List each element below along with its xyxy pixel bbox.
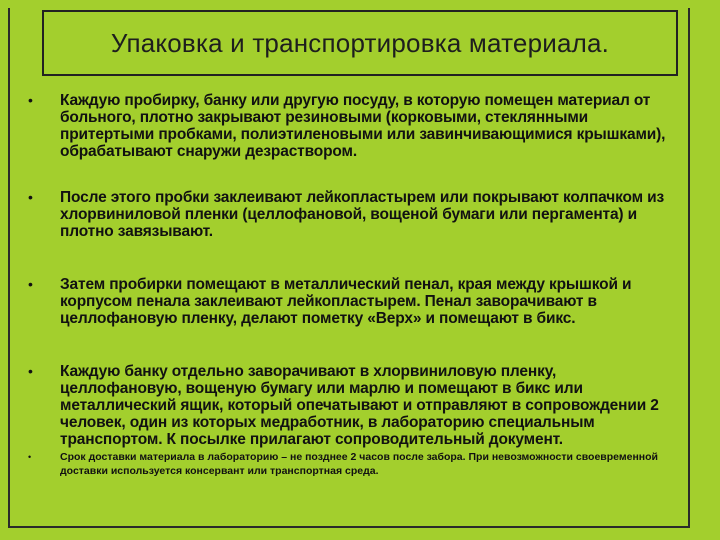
title-box [42,10,678,76]
bullet-list [28,92,678,478]
bullet-icon: • [28,452,32,462]
list-item [28,189,678,240]
bullet-icon: • [28,276,33,292]
bullet-text: Каждую банку отдельно заворачивают в хлорвиниловую пленку, целлофановую, вощеную бумагу или марлю и помещают в бикс или металлический ящик, который опечатывают и отправляют в сопровождении 2 человек, один из которых медработник, в лабораторию специальным транспортом. К посылке прилагают сопроводительный документ. [60,363,659,448]
list-item [28,363,678,448]
bullet-text: Каждую пробирку, банку или другую посуду, в которую помещен материал от больного, плотно закрывают резиновыми (корковыми, стеклянными притертыми пробками, полиэтиленовыми или завинчивающимися крышками), обрабатывают снаружи дезраствором. [60,92,666,160]
bullet-icon: • [28,189,33,205]
bullet-icon: • [28,92,33,108]
bullet-text: После этого пробки заклеивают лейкопластырем или покрывают колпачком из хлорвиниловой пленки (целлофановой, вощеной бумаги или пергамента) и плотно завязывают. [60,189,665,240]
bullet-text: Затем пробирки помещают в металлический пенал, края между крышкой и корпусом пенала заклеивают лейкопластырем. Пенал заворачивают в целлофановую пленку, делают пометку «Верх» и помещают в бикс. [60,276,632,327]
slide-title: Упаковка и транспортировка материала. [110,27,610,58]
list-item [28,450,678,478]
list-item [28,276,678,327]
bullet-footnote-text: Срок доставки материала в лабораторию – не позднее 2 часов после забора. При невозможности своевременной доставки используется консервант или транспортная среда. [60,451,659,477]
list-item [28,92,678,160]
bullet-icon: • [28,363,33,379]
